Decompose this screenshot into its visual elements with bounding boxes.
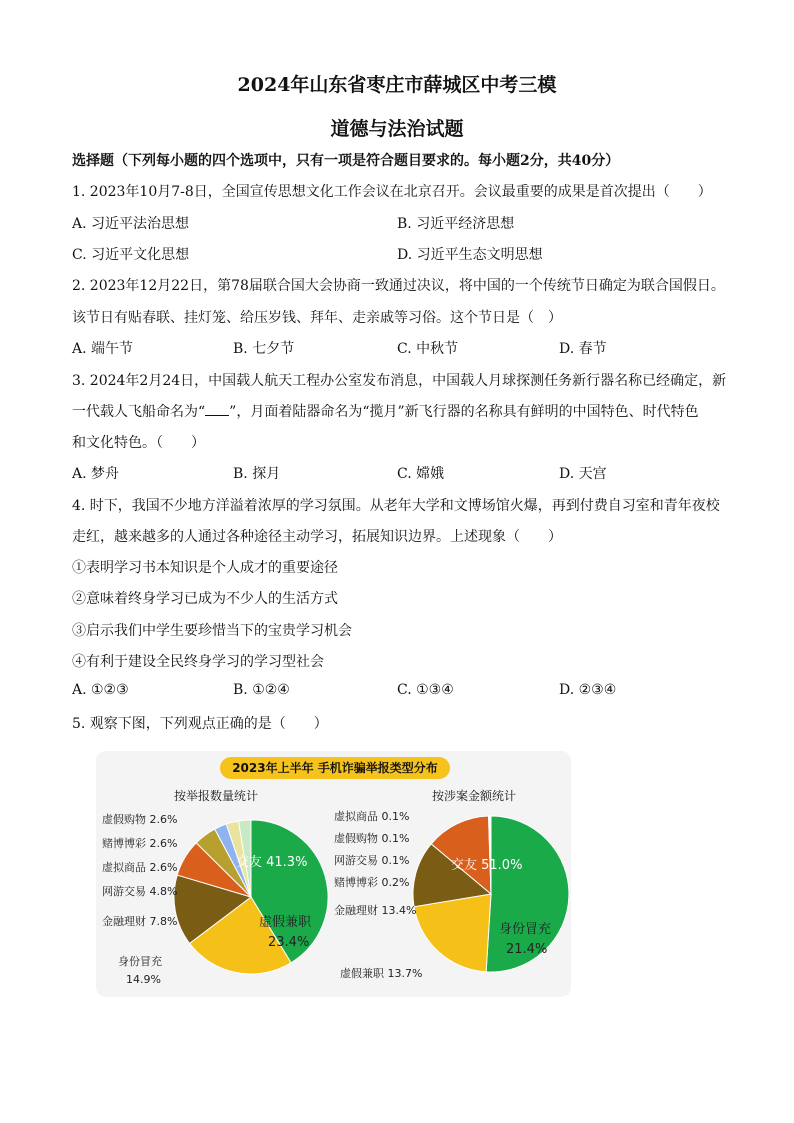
question-1-stem: 1. 2023年10月7-8日，全国宣传思想文化工作会议在北京召开。会议最重要的成果是首次提出（ ） xyxy=(72,184,712,200)
q4-statement-2: ②意味着终身学习已成为不少人的生活方式 xyxy=(72,591,338,607)
right-chart-subtitle: 按涉案金额统计 xyxy=(432,789,517,803)
q2-option-c: C. 中秋节 xyxy=(397,341,459,357)
question-3-stem-part-b: ”，月面着陆器命名为“揽月”新飞行器的名称具有鲜明的中国特色、时代特色 xyxy=(229,404,699,420)
pie-slice-1-1 xyxy=(414,894,491,972)
slice-label: 虚假购物 0.1% xyxy=(334,832,410,845)
q1-option-d: D. 习近平生态文明思想 xyxy=(397,247,543,263)
slice-label: 虚拟商品 0.1% xyxy=(334,810,410,823)
slice-label: 网游交易 4.8% xyxy=(102,885,178,898)
q3-option-c: C. 嫦娥 xyxy=(397,466,445,482)
question-4-stem-line2: 走红，越来越多的人通过各种途径主动学习，拓展知识边界。上述现象（ ） xyxy=(72,529,562,545)
answer-blank xyxy=(205,403,229,416)
question-3-stem-line1: 3. 2024年2月24日，中国载人航天工程办公室发布消息，中国载人月球探测任务新行器名称已经确定，新 xyxy=(72,373,727,389)
question-2-stem-line1: 2. 2023年12月22日，第78届联合国大会协商一致通过决议，将中国的一个传统节日确定为联合国假日。 xyxy=(72,278,725,294)
q4-option-d: D. ②③④ xyxy=(559,682,617,698)
section-heading: 选择题（下列每小题的四个选项中，只有一项是符合题目要求的。每小题2分，共40分） xyxy=(72,153,620,169)
slice-label: 交友 51.0% xyxy=(451,858,523,873)
slice-label: 赌博博彩 2.6% xyxy=(102,837,178,850)
exam-title: 2024年山东省枣庄市薛城区中考三模 xyxy=(237,74,557,96)
slice-label: 网游交易 0.1% xyxy=(334,854,410,867)
q4-statement-1: ①表明学习书本知识是个人成才的重要途径 xyxy=(72,560,338,576)
question-2-stem-line2: 该节日有贴春联、挂灯笼、给压岁钱、拜年、走亲戚等习俗。这个节日是（ ） xyxy=(72,310,562,326)
q1-option-c: C. 习近平文化思想 xyxy=(72,247,190,263)
question-5-stem: 5. 观察下图，下列观点正确的是（ ） xyxy=(72,716,328,732)
q1-option-a: A. 习近平法治思想 xyxy=(72,216,190,232)
q3-option-b: B. 探月 xyxy=(233,466,281,482)
slice-label: 身份冒充 xyxy=(499,922,552,937)
question-3-stem-part-a: 一代载人飞船命名为“ xyxy=(72,404,206,420)
slice-label: 14.9% xyxy=(126,973,161,986)
q4-option-b: B. ①②④ xyxy=(233,682,290,698)
slice-label: 交友 41.3% xyxy=(236,855,308,870)
q4-option-a: A. ①②③ xyxy=(72,682,129,698)
chart-title: 2023年上半年 手机诈骗举报类型分布 xyxy=(220,757,450,779)
q4-option-c: C. ①③④ xyxy=(397,682,454,698)
fraud-report-chart xyxy=(96,751,571,997)
exam-subtitle: 道德与法治试题 xyxy=(330,118,464,140)
slice-label: 金融理财 7.8% xyxy=(102,915,178,928)
slice-label: 虚假兼职 xyxy=(259,915,312,930)
slice-label: 虚假兼职 13.7% xyxy=(340,967,423,980)
slice-label: 身份冒充 xyxy=(118,955,162,968)
question-3-stem-line3: 和文化特色。（ ） xyxy=(72,435,205,451)
q3-option-d: D. 天宫 xyxy=(559,466,607,482)
q2-option-b: B. 七夕节 xyxy=(233,341,295,357)
slice-label: 虚拟商品 2.6% xyxy=(102,861,178,874)
q4-statement-3: ③启示我们中学生要珍惜当下的宝贵学习机会 xyxy=(72,623,352,639)
q4-statement-4: ④有利于建设全民终身学习的学习型社会 xyxy=(72,654,324,670)
q2-option-d: D. 春节 xyxy=(559,341,607,357)
q1-option-b: B. 习近平经济思想 xyxy=(397,216,515,232)
pie-charts xyxy=(96,751,571,997)
question-4-stem-line1: 4. 时下，我国不少地方洋溢着浓厚的学习氛围。从老年大学和文博场馆火爆，再到付费自习室和青年夜校 xyxy=(72,498,720,514)
slice-label: 21.4% xyxy=(506,942,548,957)
q2-option-a: A. 端午节 xyxy=(72,341,134,357)
q3-option-a: A. 梦舟 xyxy=(72,466,120,482)
slice-label: 虚假购物 2.6% xyxy=(102,813,178,826)
slice-label: 23.4% xyxy=(268,935,310,950)
question-3-stem-line2 xyxy=(72,401,699,421)
slice-label: 赌博博彩 0.2% xyxy=(334,876,410,889)
slice-label: 金融理财 13.4% xyxy=(334,904,417,917)
left-chart-subtitle: 按举报数量统计 xyxy=(174,789,259,803)
